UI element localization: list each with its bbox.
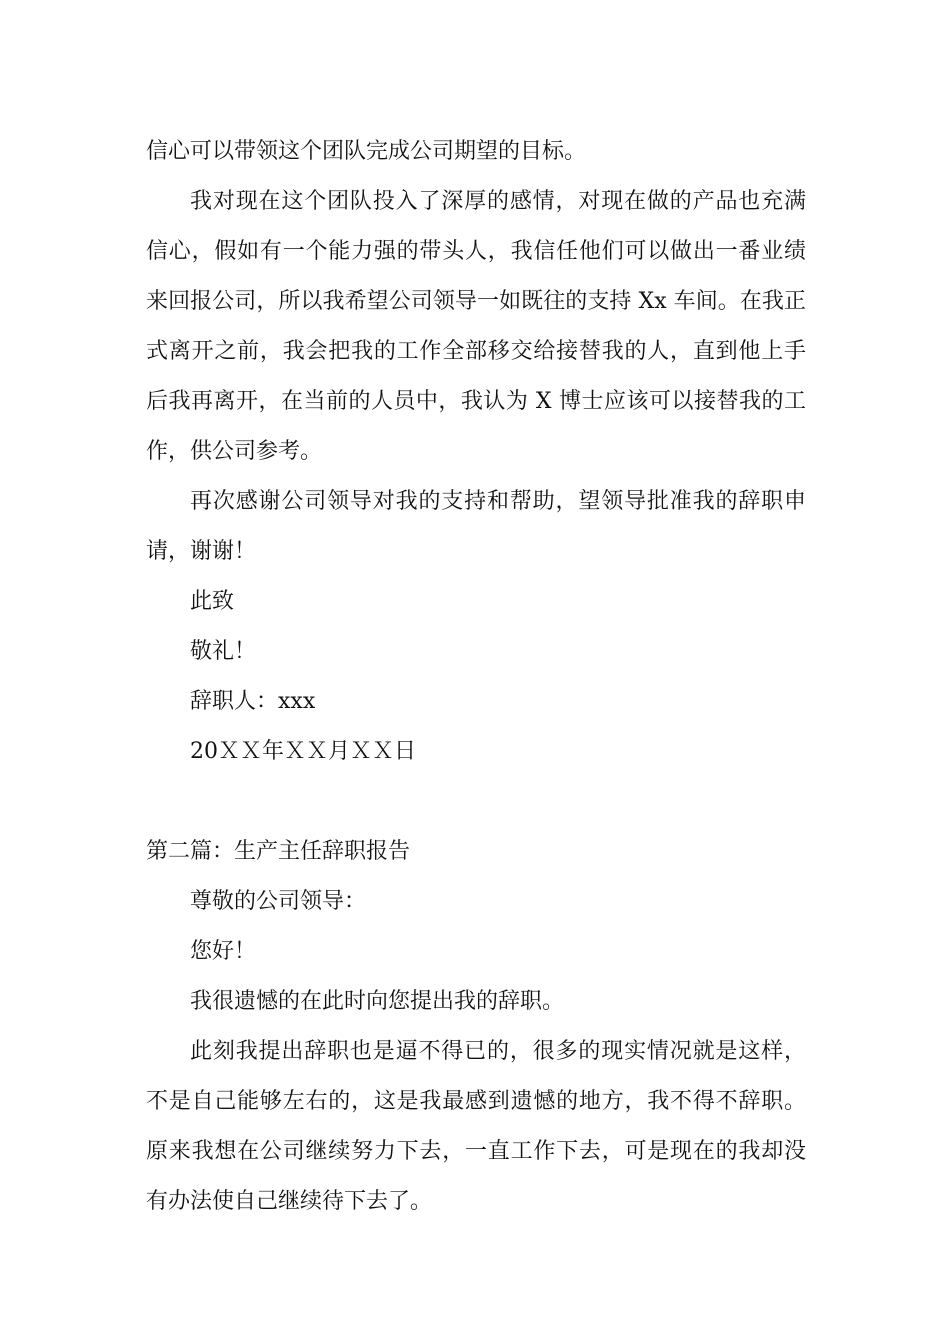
paragraph-line: 此刻我提出辞职也是逼不得已的，很多的现实情况就是这样， xyxy=(190,1039,806,1064)
paragraph-line: 后我再离开，在当前的人员中，我认为 X 博士应该可以接替我的工 xyxy=(146,389,806,414)
paragraph-line: 我很遗憾的在此时向您提出我的辞职。 xyxy=(190,989,565,1014)
salute-text: 敬礼！ xyxy=(190,639,257,664)
date-text: 20ＸＸ年ＸＸ月ＸＸ日 xyxy=(190,739,416,764)
paragraph-line: 作，供公司参考。 xyxy=(146,439,323,464)
paragraph-line: 不是自己能够左右的，这是我最感到遗憾的地方，我不得不辞职。 xyxy=(146,1089,806,1114)
paragraph-line: 式离开之前，我会把我的工作全部移交给接替我的人，直到他上手 xyxy=(146,339,806,364)
paragraph-line: 请，谢谢！ xyxy=(146,539,257,564)
paragraph-line: 再次感谢公司领导对我的支持和帮助，望领导批准我的辞职申 xyxy=(190,489,806,514)
paragraph-line: 我对现在这个团队投入了深厚的感情，对现在做的产品也充满 xyxy=(190,189,806,214)
closing-text: 此致 xyxy=(190,589,235,614)
paragraph-line: 信心可以带领这个团队完成公司期望的目标。 xyxy=(146,139,587,164)
hello-text: 您好！ xyxy=(190,939,257,964)
paragraph-line: 信心，假如有一个能力强的带头人，我信任他们可以做出一番业绩 xyxy=(146,239,806,264)
section-heading: 第二篇：生产主任辞职报告 xyxy=(146,839,411,864)
signature-text: 辞职人：xxx xyxy=(190,689,316,714)
paragraph-line: 有办法使自己继续待下去了。 xyxy=(146,1189,433,1214)
paragraph-line: 来回报公司，所以我希望公司领导一如既往的支持 Xx 车间。在我正 xyxy=(146,289,806,314)
paragraph-line: 原来我想在公司继续努力下去，一直工作下去，可是现在的我却没 xyxy=(146,1139,806,1164)
greeting-text: 尊敬的公司领导： xyxy=(190,889,367,914)
